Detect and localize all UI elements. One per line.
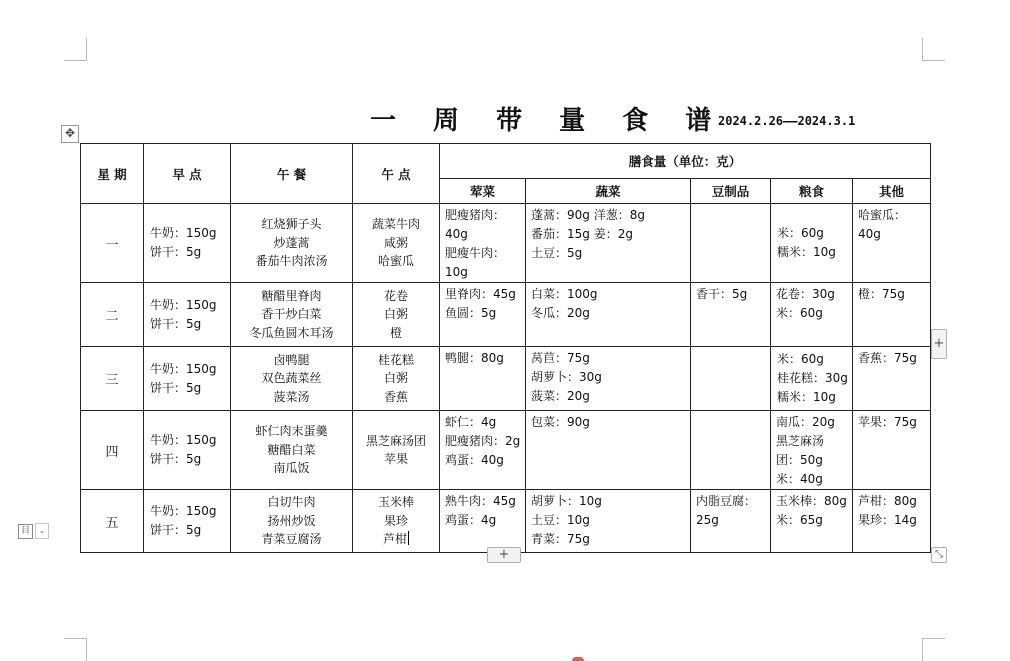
snack-cell[interactable] [353,347,440,411]
cell-line: 鸡蛋：40g [445,453,504,467]
cell-line: 米：65g [776,513,823,527]
cell-line: 糖醋白菜 [267,442,316,457]
cell-line-with-caret [353,530,439,549]
lunch-cell[interactable] [231,283,353,347]
cell-line: 芦柑：80g [858,494,917,508]
cell-line: 10g [445,265,468,279]
weekly-menu-table [80,143,931,553]
cell-line: 团：50g [776,453,823,467]
cell-line: 糯米：10g [777,245,836,259]
day-cell[interactable]: 一 [81,204,144,283]
grain-cell[interactable] [771,283,853,347]
chevron-down-icon[interactable]: ⌄ [35,523,49,539]
cell-line: 土豆：5g [531,246,583,260]
soy-cell[interactable] [691,283,771,347]
soy-cell[interactable] [691,204,771,283]
row-select-icon[interactable]: 目 [18,524,33,539]
cell-line: 内脂豆腐： [696,494,757,508]
cell-line: 莴苣：75g [531,351,590,365]
cell-line: 饼干：5g [150,523,202,537]
cell-line: 肥瘦猪肉：2g [445,434,521,448]
breakfast-cell[interactable] [144,347,231,411]
header-veg: 蔬菜 [526,179,691,204]
cell-line: 花卷 [383,288,408,303]
cell-line: 桂花糕 [377,352,414,367]
veg-cell[interactable] [526,204,691,283]
cell-line: 牛奶：150g [150,504,217,518]
table-row [81,204,931,283]
cell-line: 咸粥 [383,235,408,250]
cell-line: 南瓜：20g [776,415,835,429]
veg-cell[interactable] [526,283,691,347]
veg-cell[interactable] [526,411,691,490]
cell-line: 里脊肉：45g [445,287,516,301]
cell-line: 牛奶：150g [150,433,217,447]
other-cell[interactable] [853,411,931,490]
cell-line: 胡萝卜：10g [531,494,602,508]
cell-line: 40g [445,227,468,241]
cell-line: 菠菜汤 [273,389,310,404]
cell-line: 青菜豆腐汤 [261,532,322,547]
cell-line: 糯米：10g [777,390,836,404]
date-range: 2024.2.26——2024.3.1 [718,114,856,128]
meat-cell[interactable] [440,204,526,283]
cell-line: 桂花糕：30g [777,371,848,385]
day-cell[interactable]: 二 [81,283,144,347]
day-cell[interactable]: 四 [81,411,144,490]
cell-line: 香蕉 [383,389,408,404]
cell-line: 扬州炒饭 [267,513,316,528]
cell-line: 包菜：90g [531,415,590,429]
meat-cell[interactable] [440,347,526,411]
breakfast-cell[interactable] [144,490,231,553]
page-corner-top-right [922,38,945,61]
other-cell[interactable] [853,283,931,347]
cell-line: 果珍：14g [858,513,917,527]
cell-line: 白粥 [383,371,408,386]
cell-line: 哈蜜瓜： [858,208,907,222]
cell-line: 黑芝麻汤团 [365,433,426,448]
cell-line: 饼干：5g [150,316,202,331]
header-other: 其他 [853,179,931,204]
cell-line: 糖醋里脊肉 [261,288,322,303]
table-row [81,411,931,490]
cell-line: 南瓜饭 [273,461,310,476]
cell-line: 鸡蛋：4g [445,513,497,527]
cell-line: 米：40g [776,472,823,486]
add-row-button[interactable]: + [487,547,521,563]
cell-line: 虾仁肉末蛋羹 [255,424,328,439]
header-soy: 豆制品 [691,179,771,204]
snack-cell[interactable] [353,411,440,490]
other-cell[interactable] [853,204,931,283]
lunch-cell[interactable] [231,490,353,553]
cell-line: 肥瘦牛肉： [445,246,506,260]
cell-line: 黑芝麻汤 [776,434,825,448]
row-select-control[interactable] [18,523,49,539]
day-cell[interactable]: 五 [81,490,144,553]
lunch-cell[interactable] [231,204,353,283]
grain-cell[interactable] [771,347,853,411]
cell-line: 白粥 [383,307,408,322]
breakfast-cell[interactable] [144,204,231,283]
grain-cell[interactable] [771,411,853,490]
cell-line: 番茄牛肉浓汤 [255,254,328,269]
cell-line: 米：60g [777,226,824,240]
meat-cell[interactable] [440,411,526,490]
cell-line: 40g [858,227,881,241]
table-move-handle-icon[interactable]: ✥ [61,125,79,143]
other-cell[interactable] [853,490,931,553]
cell-line: 红烧狮子头 [261,217,322,232]
grain-cell[interactable] [771,490,853,553]
cell-line: 米：60g [776,306,823,320]
snack-cell[interactable] [353,204,440,283]
header-intake: 膳食量（单位：克） [440,144,931,179]
cell-line: 果珍 [383,513,408,528]
grain-cell[interactable] [771,204,853,283]
day-cell[interactable]: 三 [81,347,144,411]
snack-cell[interactable] [353,490,440,553]
cell-line: 哈蜜瓜 [377,254,414,269]
cell-line: 饼干：5g [150,452,202,466]
table-row [81,347,931,411]
cell-line: 牛奶：150g [150,297,217,312]
veg-cell[interactable] [526,490,691,553]
cell-line: 米：60g [777,352,824,366]
header-grain: 粮食 [771,179,853,204]
cell-line: 熟牛肉：45g [445,494,516,508]
header-breakfast: 早 点 [144,144,231,204]
veg-cell[interactable] [526,347,691,411]
table-row [81,490,931,553]
table-row [81,283,931,347]
header-weekday: 星 期 [81,144,144,204]
cell-line: 香蕉：75g [858,351,917,365]
header-lunch: 午 餐 [231,144,353,204]
breakfast-cell[interactable] [144,411,231,490]
cell-line: 菠菜：20g [531,389,590,403]
cell-line: 虾仁：4g [445,415,497,429]
cell-line: 苹果：75g [858,415,917,429]
cell-line: 玉米棒：80g [776,494,847,508]
header-meat: 荤菜 [440,179,526,204]
cell-line: 土豆：10g [531,513,590,527]
cell-line: 冬瓜：20g [531,306,590,320]
cell-line: 鱼圆：5g [445,306,497,320]
cell-line: 肥瘦猪肉： [445,208,506,222]
page-corner-bottom-right [922,638,945,661]
cell-line: 橙：75g [858,287,905,301]
page-corner-top-left [64,38,87,61]
lunch-cell[interactable] [231,347,353,411]
meat-cell[interactable] [440,283,526,347]
header-snack: 午 点 [353,144,440,204]
cell-line: 双色蔬菜丝 [261,371,322,386]
document-title: 一 周 带 量 食 谱 [370,106,726,136]
cell-line: 白切牛肉 [267,495,316,510]
cell-line: 香干炒白菜 [261,307,322,322]
cell-line: 香干：5g [696,287,748,301]
breakfast-cell[interactable] [144,283,231,347]
cell-line: 冬瓜鱼圆木耳汤 [249,325,334,340]
cell-line: 25g [696,513,719,527]
decorative-mark [572,657,584,661]
cell-line: 牛奶：150g [150,361,217,376]
soy-cell[interactable] [691,347,771,411]
cell-line: 卤鸭腿 [273,352,310,367]
soy-cell[interactable] [691,490,771,553]
cell-line: 橙 [389,325,402,340]
cell-line: 饼干：5g [150,380,202,395]
lunch-cell[interactable] [231,411,353,490]
table-resize-icon[interactable]: ⤡ [931,547,947,563]
cell-line: 番茄：15g 姜：2g [531,227,633,241]
soy-cell[interactable] [691,411,771,490]
cell-line: 蔬菜牛肉 [371,217,420,232]
cell-line: 青菜：75g [531,532,590,546]
text-cursor [408,531,409,545]
cell-line: 白菜：100g [531,287,598,301]
cell-line: 蓬蒿：90g 洋葱：8g [531,208,645,222]
add-column-button[interactable]: + [931,329,947,359]
cell-line: 炒蓬蒿 [273,235,310,250]
cell-line: 胡萝卜：30g [531,370,602,384]
cell-line: 玉米棒 [377,495,414,510]
cell-line: 鸭腿：80g [445,351,504,365]
page-corner-bottom-left [64,638,87,661]
cell-text: 芦柑 [382,532,407,547]
cell-line: 饼干：5g [150,245,202,259]
cell-line: 花卷：30g [776,287,835,301]
other-cell[interactable] [853,347,931,411]
snack-cell[interactable] [353,283,440,347]
cell-line: 牛奶：150g [150,226,217,240]
meat-cell[interactable] [440,490,526,553]
cell-line: 苹果 [383,452,408,466]
